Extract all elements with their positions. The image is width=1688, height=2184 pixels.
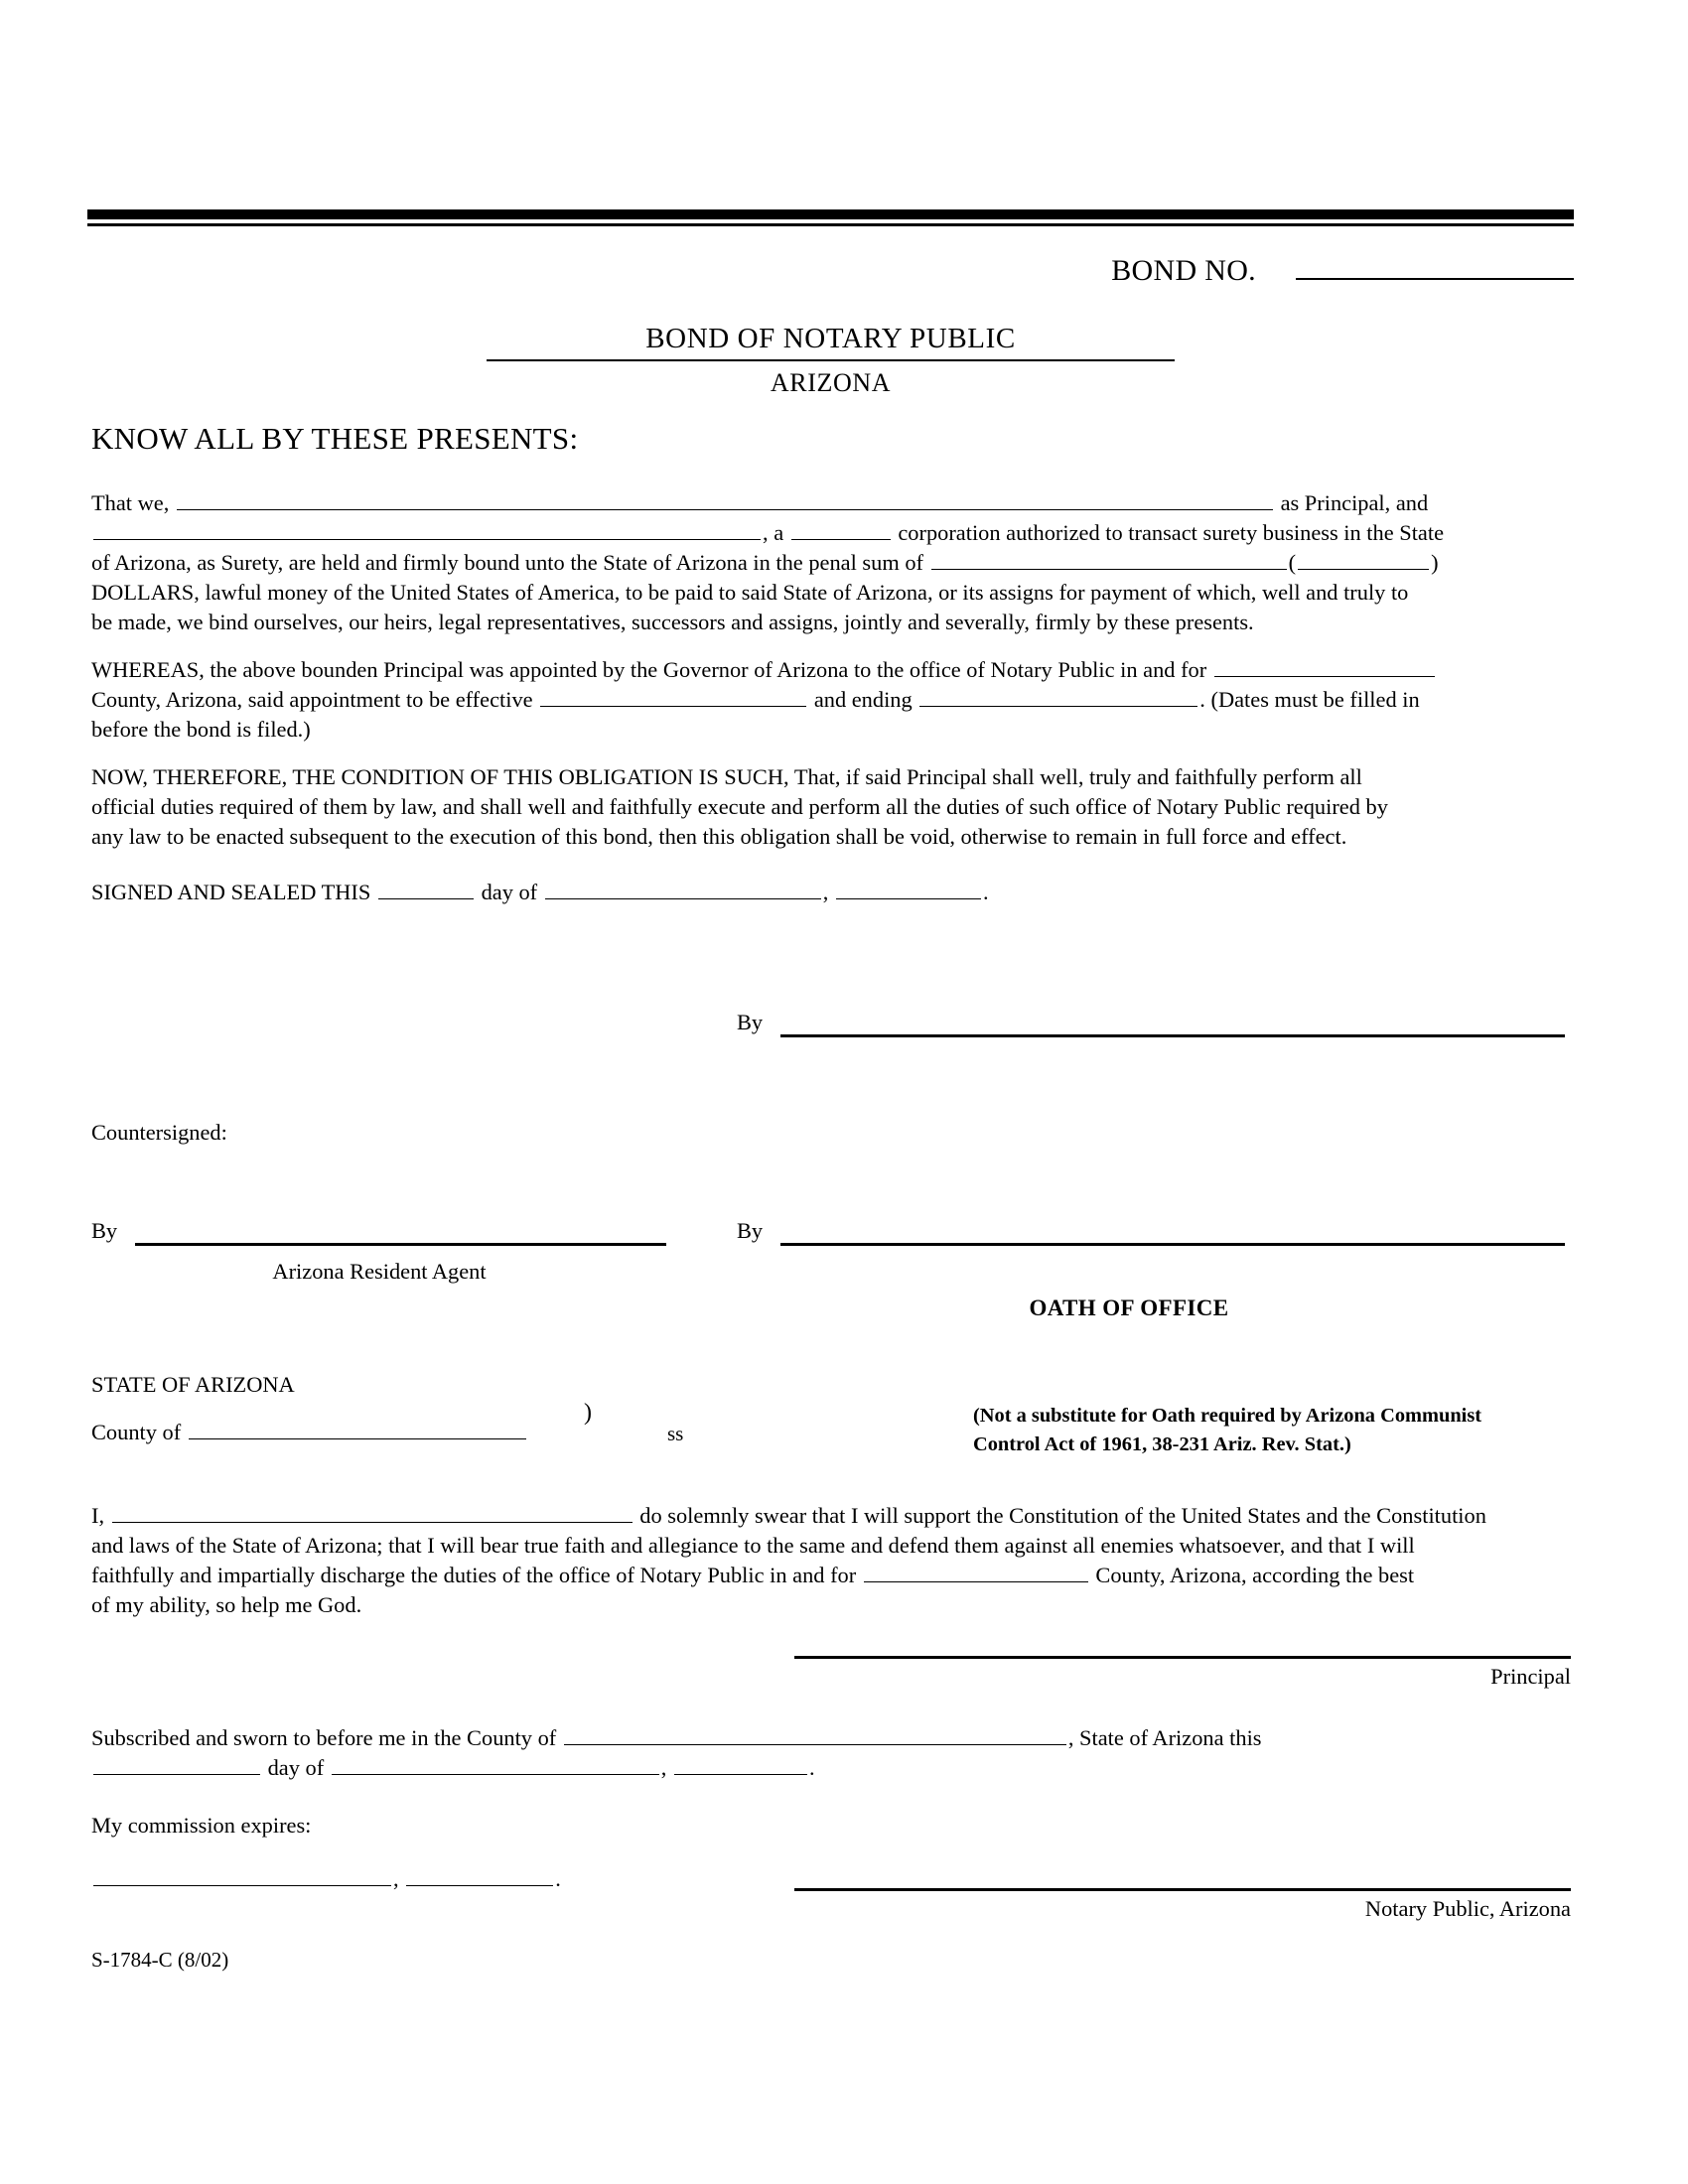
page-subtitle: ARIZONA <box>770 368 892 397</box>
ending-date-field[interactable] <box>919 685 1197 707</box>
signed-comma: , <box>822 880 829 904</box>
condition-line-2: official duties required of them by law, and shall well and faithfully execute and perform all the duties of such office of Notary Public required by <box>91 794 1388 819</box>
whereas-line-3: before the bond is filed.) <box>91 717 311 742</box>
jurat-day-field[interactable] <box>93 1753 260 1775</box>
whereas-paragraph <box>91 655 1571 745</box>
condition-line-1: NOW, THEREFORE, THE CONDITION OF THIS OBLIGATION IS SUCH, That, if said Principal shall well, truly and faithfully perform all <box>91 764 1362 789</box>
whereas-text: WHEREAS, the above bounden Principal was appointed by the Governor of Arizona to the office of Notary Public in and for <box>91 657 1207 682</box>
venue-paren: ) <box>584 1400 592 1426</box>
note-line-1: (Not a substitute for Oath required by Arizona Communist <box>973 1405 1482 1427</box>
signed-sealed-text: SIGNED AND SEALED THIS <box>91 880 371 904</box>
header-rule-thin <box>87 223 1574 226</box>
county-appointed-field[interactable] <box>1214 655 1435 677</box>
page-title: BOND OF NOTARY PUBLIC <box>487 323 1175 361</box>
that-we-text: That we, <box>91 490 170 515</box>
principal-signature-field[interactable] <box>780 1213 1565 1246</box>
by-label-principal: By <box>737 1218 764 1243</box>
note-line-2: Control Act of 1961, 38-231 Ariz. Rev. Stat.) <box>973 1433 1351 1455</box>
notary-signature-field[interactable] <box>794 1888 1571 1891</box>
condition-paragraph <box>91 762 1571 852</box>
commission-month-field[interactable] <box>93 1864 391 1886</box>
effective-date-field[interactable] <box>540 685 806 707</box>
signed-month-field[interactable] <box>545 878 821 899</box>
as-principal-text: as Principal, and <box>1280 490 1429 515</box>
by-label-surety: By <box>737 1010 764 1034</box>
bond-number-label: BOND NO. <box>1111 254 1256 287</box>
agent-signature-row <box>91 1213 667 1246</box>
jurat-paragraph <box>91 1723 1571 1783</box>
penal-sum-text: of Arizona, as Surety, are held and firmly bound unto the State of Arizona in the penal sum of <box>91 550 923 575</box>
jurat-day-of-text: day of <box>267 1755 325 1780</box>
surety-name-field[interactable] <box>93 518 761 540</box>
commission-comma: , <box>393 1866 399 1891</box>
oath-line-2: and laws of the State of Arizona; that I will bear true faith and allegiance to the same and defend them against all enemies whatsoever, and that I will <box>91 1533 1415 1558</box>
signed-day-field[interactable] <box>378 878 474 899</box>
county-of-field[interactable] <box>189 1417 526 1439</box>
principal-caption: Principal <box>1490 1664 1571 1689</box>
oath-discharge-text: faithfully and impartially discharge the duties of the office of Notary Public in and for <box>91 1563 857 1587</box>
recital-line-1 <box>91 488 1571 518</box>
principal-oath-signature-field[interactable] <box>794 1656 1571 1659</box>
jurat-line-1 <box>91 1723 1571 1753</box>
oath-i-text: I, <box>91 1503 105 1528</box>
commission-year-field[interactable] <box>406 1864 553 1886</box>
penal-sum-amount-field[interactable] <box>1298 548 1429 570</box>
oath-county-field[interactable] <box>864 1561 1088 1582</box>
recital-line-3 <box>91 548 1571 578</box>
bond-number-row <box>87 248 1574 294</box>
day-of-text: day of <box>481 880 538 904</box>
subscribed-text: Subscribed and sworn to before me in the County of <box>91 1725 557 1750</box>
jurat-county-field[interactable] <box>564 1723 1066 1745</box>
state-of-arizona-label: STATE OF ARIZONA <box>91 1372 295 1397</box>
recital-line-5: be made, we bind ourselves, our heirs, legal representatives, successors and assigns, jointly and severally, firmly by these presents. <box>91 610 1254 634</box>
oath-paragraph <box>91 1501 1571 1620</box>
whereas-line-2 <box>91 685 1571 715</box>
oath-line-3 <box>91 1561 1571 1590</box>
oath-line-4: of my ability, so help me God. <box>91 1592 362 1617</box>
principal-name-field[interactable] <box>177 488 1273 510</box>
preamble-heading: KNOW ALL BY THESE PRESENTS: <box>91 421 579 456</box>
condition-line-3: any law to be enacted subsequent to the execution of this bond, then this obligation shall be void, otherwise to remain in full force and effect. <box>91 824 1347 849</box>
dates-note-text: . (Dates must be filled in <box>1199 687 1420 712</box>
penal-sum-words-field[interactable] <box>931 548 1287 570</box>
bond-number-field[interactable] <box>1296 248 1574 280</box>
signed-period: . <box>982 880 989 904</box>
oath-county-text: County, Arizona, according the best <box>1095 1563 1415 1587</box>
commission-expires-row <box>91 1864 561 1892</box>
signed-sealed-line <box>91 878 1571 907</box>
agent-caption: Arizona Resident Agent <box>272 1259 487 1284</box>
ss-label: ss <box>667 1422 684 1445</box>
recital-line-2 <box>91 518 1571 548</box>
open-paren: ( <box>1288 550 1297 575</box>
commission-expires-label: My commission expires: <box>91 1813 312 1838</box>
principal-signature-row <box>737 1213 1569 1246</box>
state-arizona-this-text: , State of Arizona this <box>1067 1725 1262 1750</box>
communist-act-note <box>973 1402 1589 1459</box>
jurat-year-field[interactable] <box>674 1753 807 1775</box>
surety-signature-row <box>737 1005 1569 1037</box>
county-of-row <box>91 1417 526 1445</box>
countersigned-label: Countersigned: <box>91 1120 227 1145</box>
jurat-line-2 <box>91 1753 1571 1783</box>
jurat-comma: , <box>660 1755 667 1780</box>
oath-line-1 <box>91 1501 1571 1531</box>
commission-period: . <box>555 1866 561 1891</box>
oath-of-office-heading: OATH OF OFFICE <box>1029 1296 1229 1320</box>
title-block <box>87 323 1574 398</box>
form-number: S-1784-C (8/02) <box>91 1948 229 1972</box>
corporation-text: corporation authorized to transact surety business in the State <box>898 520 1445 545</box>
jurat-month-field[interactable] <box>332 1753 659 1775</box>
signed-year-field[interactable] <box>836 878 981 899</box>
signed-sealed-inner <box>91 878 1571 907</box>
ending-text: and ending <box>813 687 913 712</box>
recital-line-4: DOLLARS, lawful money of the United States of America, to be paid to said State of Arizona, or its assigns for payment of which, well and truly to <box>91 580 1409 605</box>
agent-signature-field[interactable] <box>135 1213 666 1246</box>
county-of-label: County of <box>91 1420 182 1444</box>
surety-signature-field[interactable] <box>780 1005 1565 1037</box>
whereas-line-1 <box>91 655 1571 685</box>
oath-swear-text: do solemnly swear that I will support the Constitution of the United States and the Constitution <box>639 1503 1486 1528</box>
jurat-period: . <box>809 1755 815 1780</box>
header-rule-thick <box>87 209 1574 219</box>
recital-paragraph <box>91 488 1571 637</box>
notary-caption: Notary Public, Arizona <box>1364 1896 1571 1921</box>
effective-text: County, Arizona, said appointment to be effective <box>91 687 533 712</box>
comma-a-text: , a <box>763 520 784 545</box>
corporation-state-field[interactable] <box>791 518 891 540</box>
by-label-agent: By <box>91 1218 118 1243</box>
oath-name-field[interactable] <box>112 1501 633 1523</box>
close-paren: ) <box>1431 550 1439 575</box>
